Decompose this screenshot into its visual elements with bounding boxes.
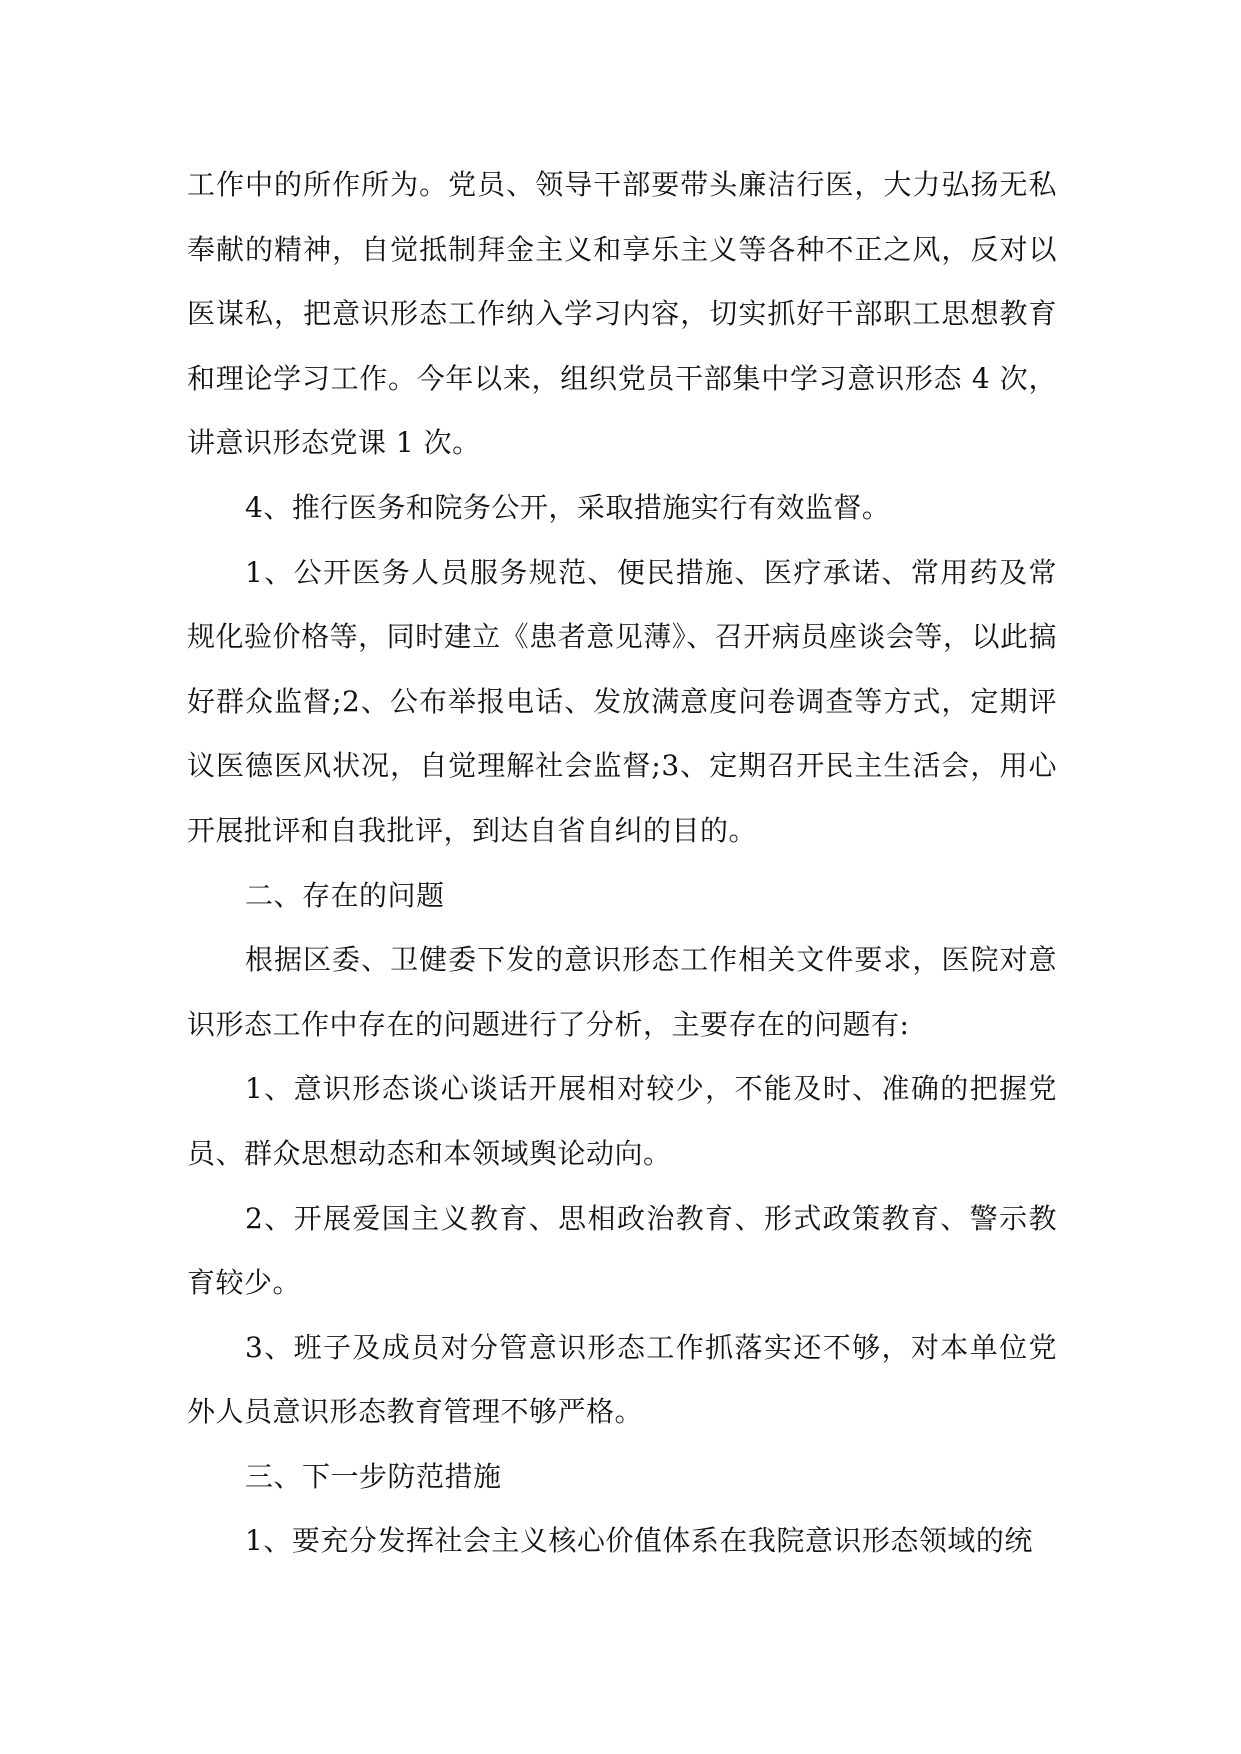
paragraph-item-4-disclosure: 4、推行医务和院务公开，采取措施实行有效监督。	[245, 490, 891, 524]
paragraph-problem-1: 1、意识形态谈心谈话开展相对较少，不能及时、准确的把握党员、群众思想动态和本领域舆论动向。	[187, 1072, 1057, 1170]
document-body	[187, 153, 1057, 1574]
section-heading-problems: 二、存在的问题	[245, 878, 445, 912]
paragraph-problems-intro: 根据区委、卫健委下发的意识形态工作相关文件要求，医院对意识形态工作中存在的问题进行了分析，主要存在的问题有:	[187, 943, 1057, 1041]
paragraph-next-step-1: 1、要充分发挥社会主义核心价值体系在我院意识形态领域的统	[245, 1524, 1033, 1558]
section-heading-next-steps: 三、下一步防范措施	[245, 1459, 502, 1493]
paragraph-problem-3: 3、班子及成员对分管意识形态工作抓落实还不够，对本单位党外人员意识形态教育管理不够严格。	[187, 1330, 1057, 1429]
paragraph-disclosure-measures: 1、公开医务人员服务规范、便民措施、医疗承诺、常用药及常规化验价格等，同时建立《患者意见薄》、召开病员座谈会等，以此搞好群众监督;2、公布举报电话、发放满意度问卷调查等方式，定期评议医德医风状况，自觉理解社会监督;3、定期召开民主生活会，用心开展批评和自我批评，到达自省自纠的目的。	[187, 555, 1057, 847]
paragraph-continuation: 工作中的所作所为。党员、领导干部要带头廉洁行医，大力弘扬无私奉献的精神，自觉抵制拜金主义和享乐主义等各种不正之风，反对以医谋私，把意识形态工作纳入学习内容，切实抓好干部职工思想教育和理论学习工作。今年以来，组织党员干部集中学习意识形态 4 次，讲意识形态党课 1 次。	[187, 168, 1057, 460]
paragraph-problem-2: 2、开展爱国主义教育、思相政治教育、形式政策教育、警示教育较少。	[187, 1201, 1057, 1300]
